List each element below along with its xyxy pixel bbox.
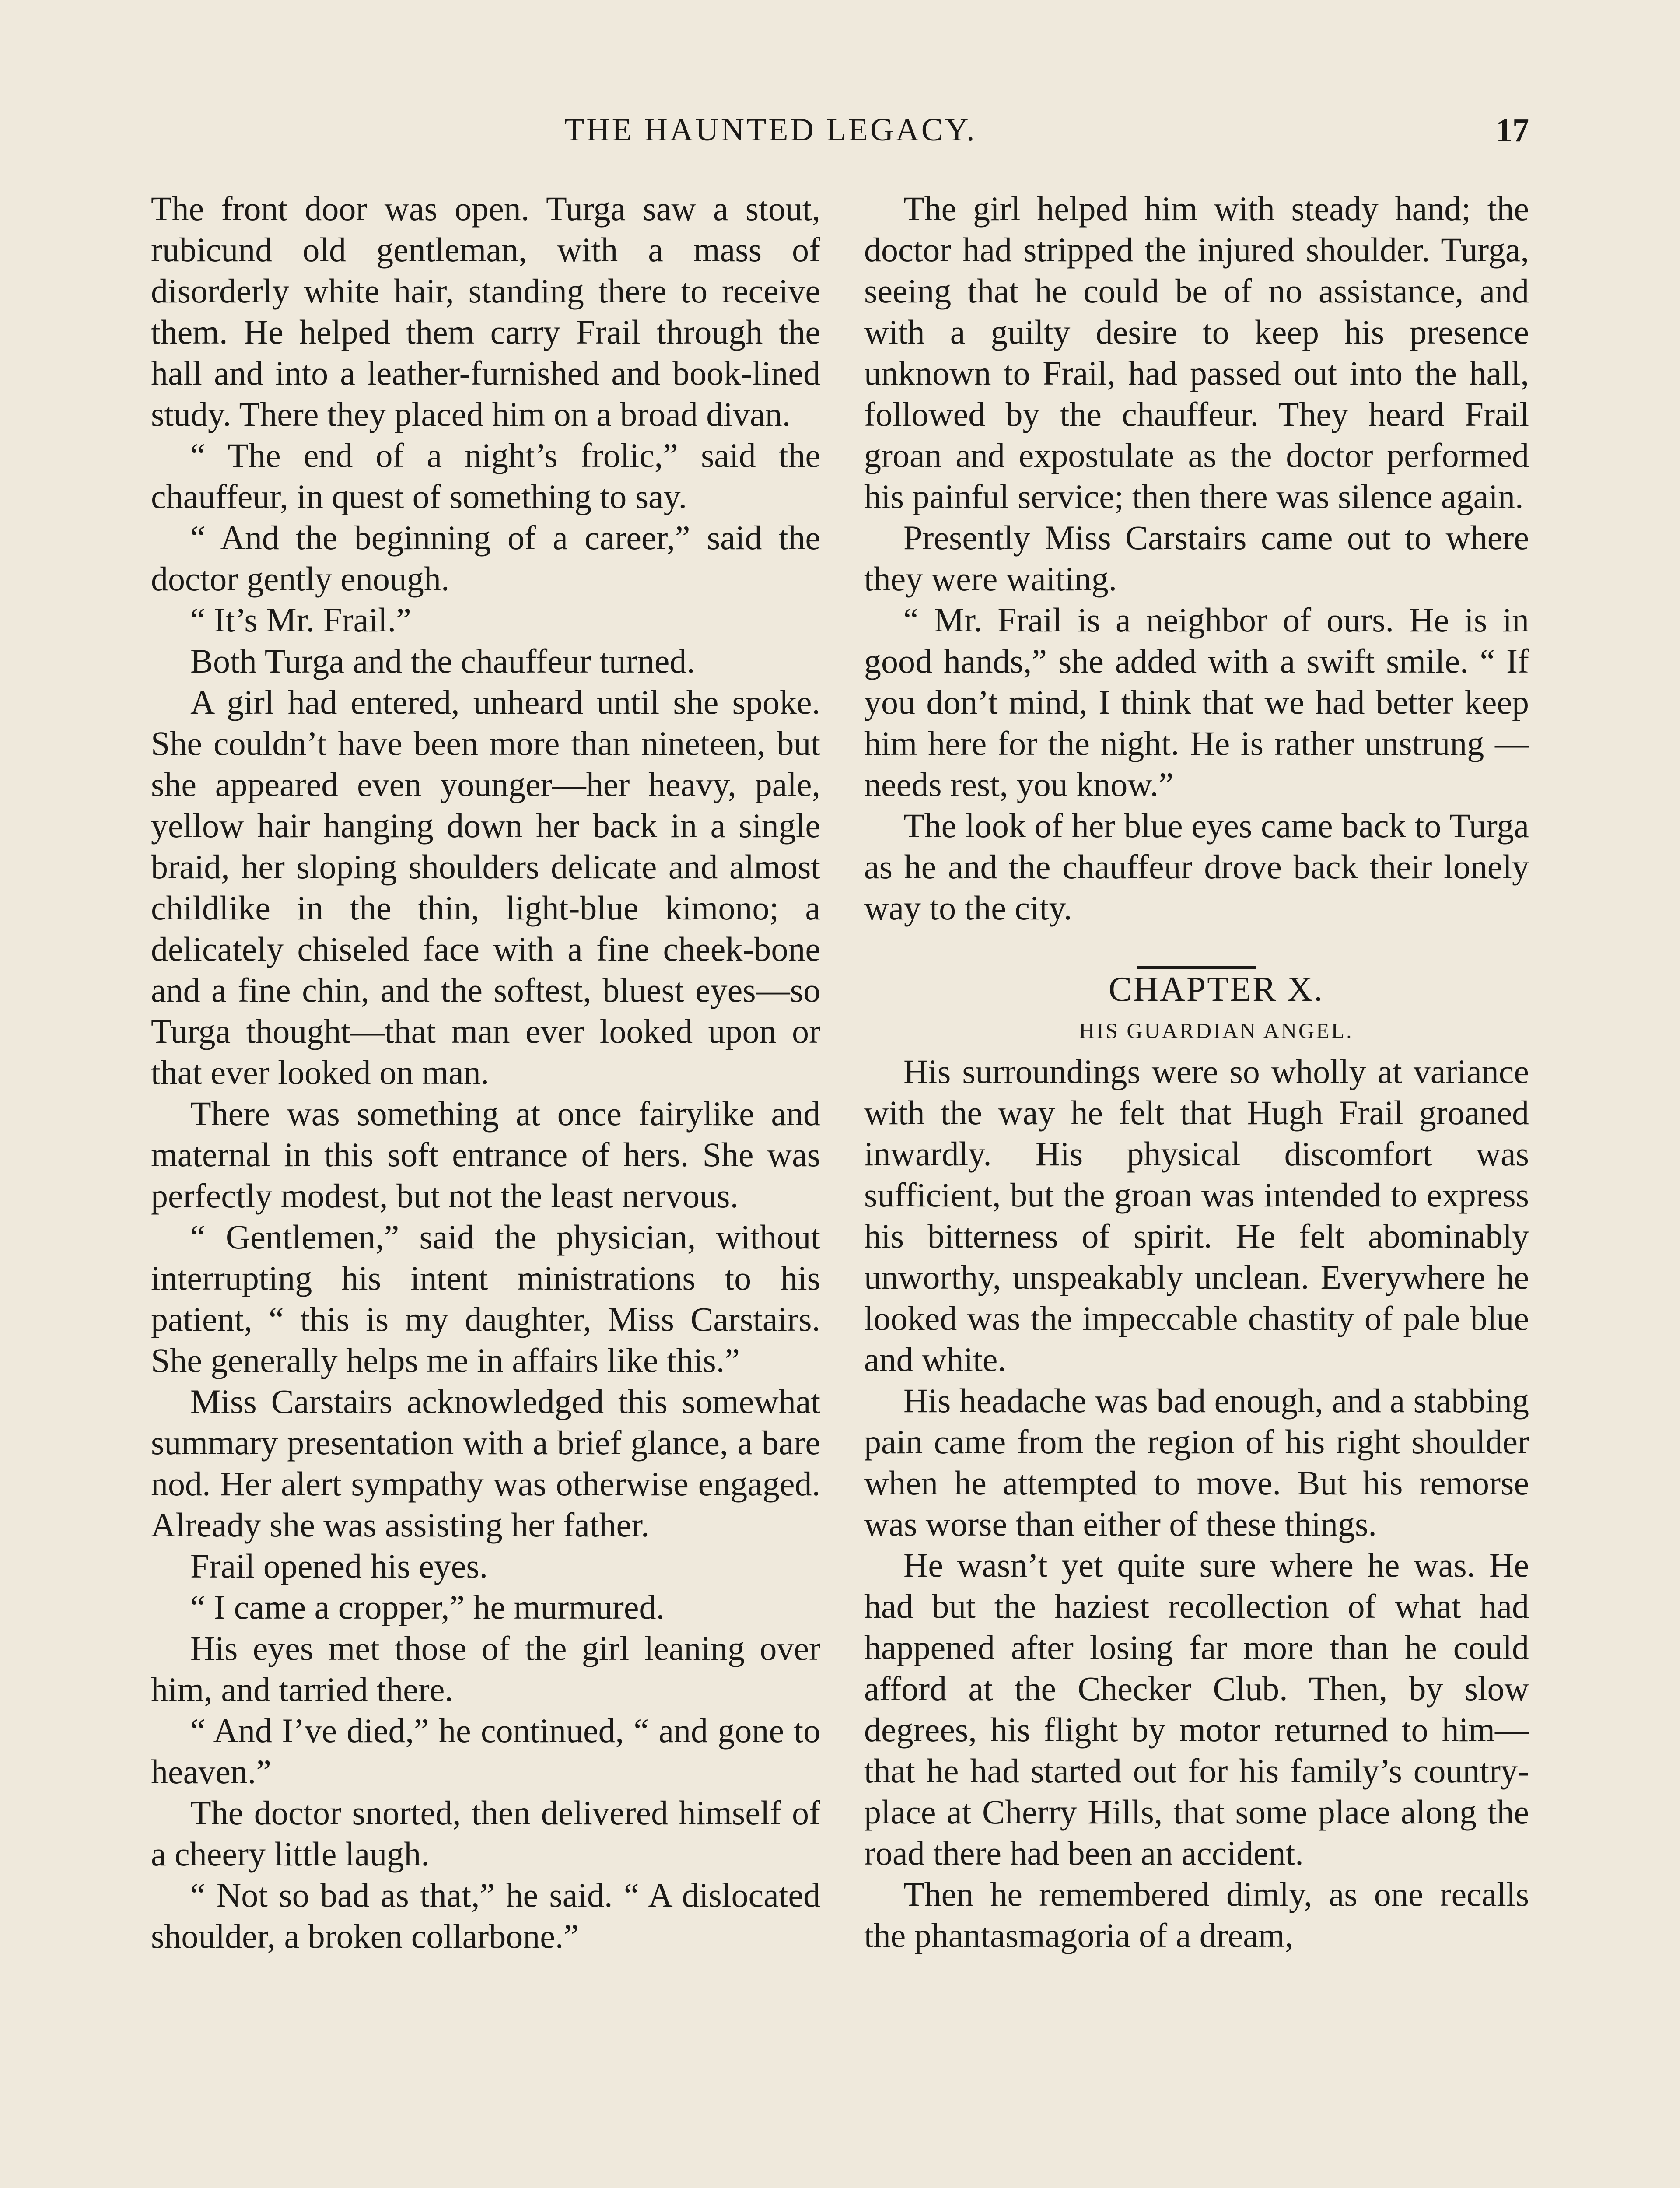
paragraph: Miss Carstairs acknowledged this somewhat summary presentation with a brief glance, a bare nod. Her alert sympathy was otherwise engaged. Already she was assisting her father. bbox=[151, 1382, 820, 1544]
left-column bbox=[151, 188, 820, 1957]
paragraph: His eyes met those of the girl leaning over him, and tarried there. bbox=[151, 1629, 820, 1708]
paragraph: Presently Miss Carstairs came out to where they were waiting. bbox=[864, 519, 1529, 598]
paragraph: The doctor snorted, then delivered himself of a cheery little laugh. bbox=[151, 1794, 820, 1873]
paragraph: His headache was bad enough, and a stabbing pain came from the region of his right shoulder when he attempted to move. But his remorse was worse than either of these things. bbox=[864, 1382, 1529, 1543]
paragraph: “ And I’ve died,” he continued, “ and gone to heaven.” bbox=[151, 1711, 820, 1791]
running-head bbox=[0, 112, 1680, 151]
running-title: THE HAUNTED LEGACY. bbox=[564, 112, 977, 148]
paragraph: Then he remembered dimly, as one recalls the phantasmagoria of a dream, bbox=[864, 1875, 1529, 1954]
paragraph: There was something at once fairylike and maternal in this soft entrance of hers. She was perfectly modest, but not the least nervous. bbox=[151, 1094, 820, 1215]
page-number: 17 bbox=[1496, 112, 1529, 149]
chapter-subtitle: HIS GUARDIAN ANGEL. bbox=[1079, 1018, 1354, 1043]
paragraph: He wasn’t yet quite sure where he was. He had but the haziest recollection of what had happened after losing far more than he could afford at the Checker Club. Then, by slow degrees, his flight by motor returned to him—that he had started out for his family’s country-place at Cherry Hills, that some place along the road there had been an accident. bbox=[864, 1546, 1529, 1872]
right-column bbox=[864, 188, 1529, 1956]
chapter-title: CHAPTER X. bbox=[1108, 970, 1324, 1009]
paragraph: “ And the beginning of a career,” said the doctor gently enough. bbox=[151, 519, 820, 598]
paragraph: Frail opened his eyes. bbox=[190, 1547, 488, 1585]
paragraph: The front door was open. Turga saw a stout, rubicund old gentleman, with a mass of disorderly white hair, standing there to receive them. He helped them carry Frail through the hall and into a leather-furnished and book-lined study. There they placed him on a broad divan. bbox=[151, 189, 820, 433]
paragraph: “ It’s Mr. Frail.” bbox=[190, 601, 411, 639]
paragraph: “ I came a cropper,” he murmured. bbox=[190, 1588, 665, 1626]
paragraph: “ Gentlemen,” said the physician, without interrupting his intent ministrations to his patient, “ this is my daughter, Miss Carstairs. She generally helps me in affairs like this.” bbox=[151, 1218, 820, 1379]
paragraph: “ Mr. Frail is a neighbor of ours. He is in good hands,” she added with a swift smile. “ If you don’t mind, I think that we had better keep him here for the night. He is rather unstrung —needs rest, you know.” bbox=[864, 601, 1529, 803]
paragraph: The girl helped him with steady hand; the doctor had stripped the injured shoulder. Turga, seeing that he could be of no assistance, and with a guilty desire to keep his presence unknown to Frail, had passed out into the hall, followed by the chauffeur. They heard Frail groan and expostulate as the doctor performed his painful service; then there was silence again. bbox=[864, 189, 1529, 515]
paragraph: The look of her blue eyes came back to Turga as he and the chauffeur drove back their lonely way to the city. bbox=[864, 806, 1529, 927]
paragraph: A girl had entered, unheard until she spoke. She couldn’t have been more than nineteen, but she appeared even younger—her heavy, pale, yellow hair hanging down her back in a single braid, her sloping shoulders delicate and almost childlike in the thin, light-blue kimono; a delicately chiseled face with a fine cheek-bone and a fine chin, and the softest, bluest eyes—so Turga thought—that man ever looked upon or that ever looked on man. bbox=[151, 683, 820, 1091]
paragraph: “ The end of a night’s frolic,” said the chauffeur, in quest of something to say. bbox=[151, 436, 820, 515]
paragraph: His surroundings were so wholly at variance with the way he felt that Hugh Frail groaned inwardly. His physical discomfort was sufficient, but the groan was intended to express his bitterness of spirit. He felt abominably unworthy, unspeakably unclean. Everywhere he looked was the impeccable chastity of pale blue and white. bbox=[864, 1052, 1529, 1378]
section-divider bbox=[1138, 966, 1256, 969]
paragraph: Both Turga and the chauffeur turned. bbox=[190, 642, 695, 680]
paragraph: “ Not so bad as that,” he said. “ A dislocated shoulder, a broken collarbone.” bbox=[151, 1876, 820, 1955]
